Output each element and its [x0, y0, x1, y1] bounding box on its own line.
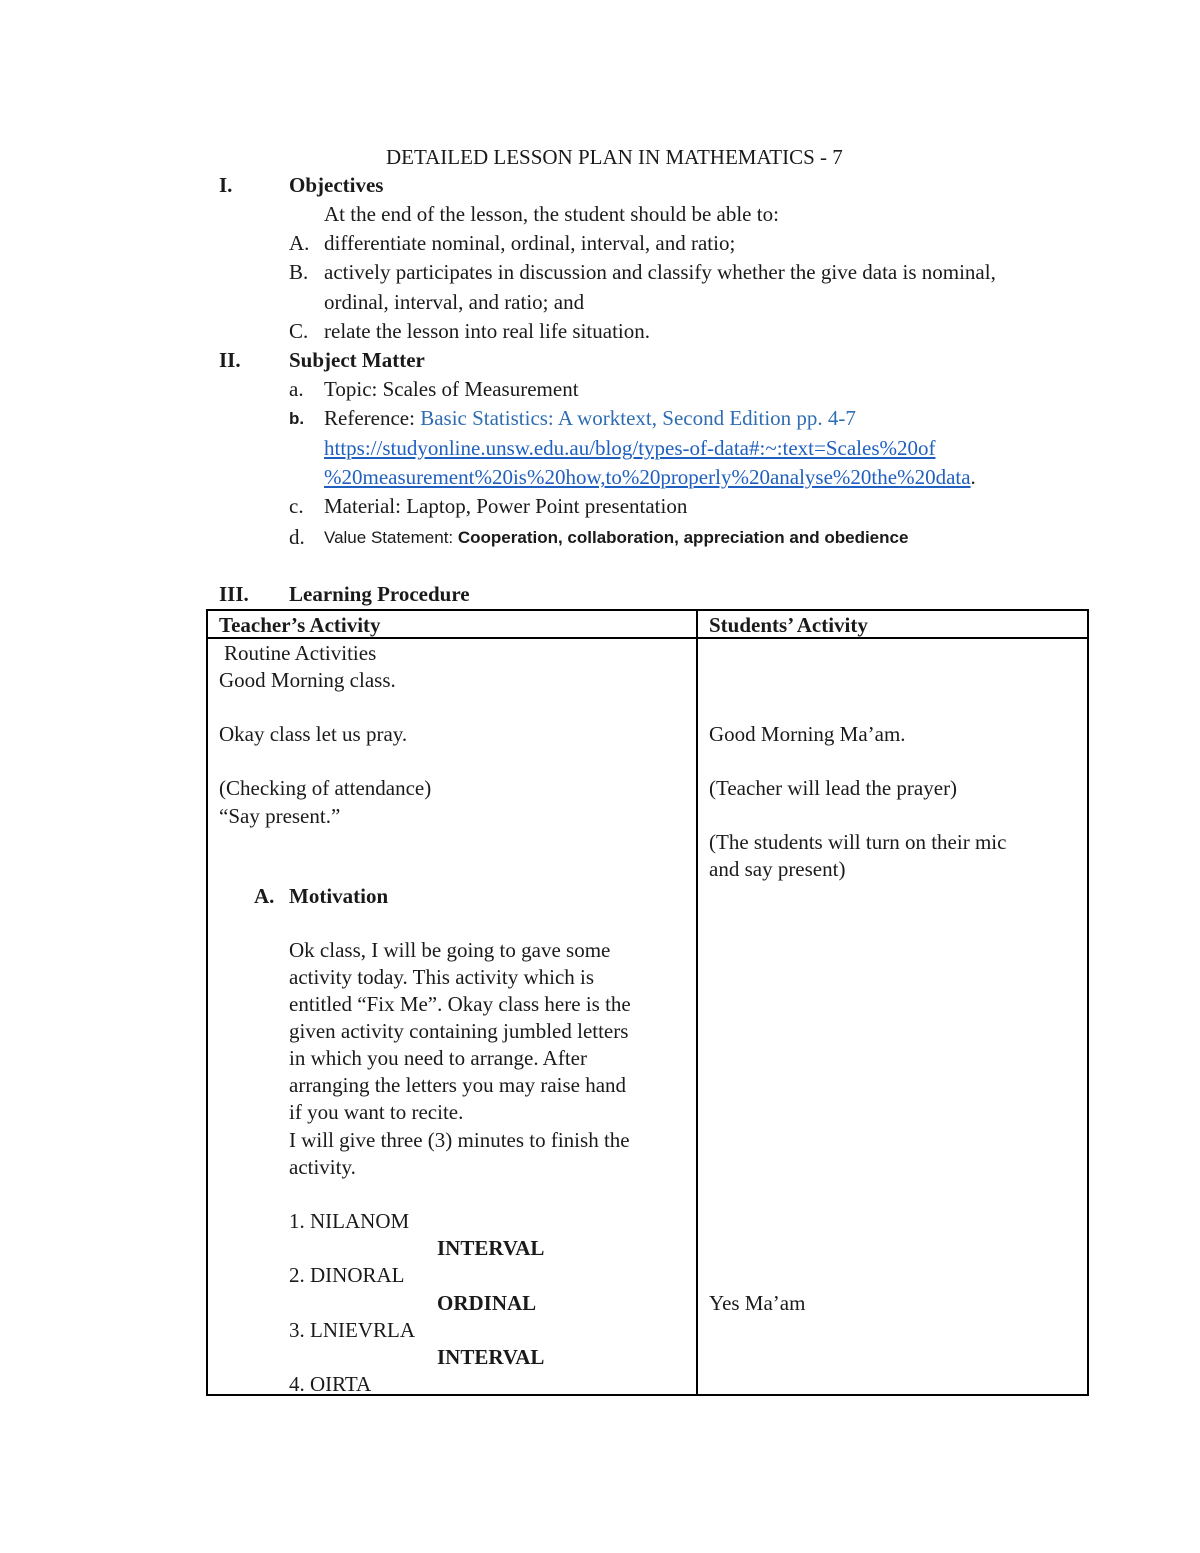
reference-link-line2[interactable] — [324, 467, 976, 488]
objective-text: relate the lesson into real life situation. — [324, 319, 650, 343]
subject-heading: Subject Matter — [289, 348, 425, 372]
objective-marker: C. — [289, 319, 309, 343]
material-text: Material: Laptop, Power Point presentation — [324, 494, 688, 518]
jumbled-word: 4. OIRTA — [289, 1372, 372, 1396]
jumbled-word: 2. DINORAL — [289, 1263, 405, 1287]
reference-link-period: . — [970, 465, 976, 489]
value-text: Cooperation, collaboration, appreciation and obedience — [457, 528, 909, 547]
page-title: DETAILED LESSON PLAN IN MATHEMATICS - 7 — [386, 145, 843, 169]
motivation-line: arranging the letters you may raise hand — [289, 1073, 627, 1097]
objective-text: differentiate nominal, ordinal, interval, and ratio; — [324, 231, 736, 255]
procedure-numeral: III. — [219, 582, 249, 606]
teacher-say-present: “Say present.” — [219, 804, 341, 828]
motivation-line: given activity containing jumbled letters — [289, 1019, 629, 1043]
reference-label: Reference: — [324, 406, 421, 430]
motivation-line: if you want to recite. — [289, 1100, 464, 1124]
jumbled-word: 1. NILANOM — [289, 1209, 410, 1233]
teacher-greeting: Good Morning class. — [219, 668, 396, 692]
col-header-teacher: Teacher’s Activity — [219, 613, 381, 637]
motivation-heading: Motivation — [289, 884, 389, 908]
teacher-routine: Routine Activities — [224, 641, 377, 665]
motivation-line: activity. — [289, 1155, 356, 1179]
objective-text: ordinal, interval, and ratio; and — [324, 290, 585, 314]
motivation-line: entitled “Fix Me”. Okay class here is the — [289, 992, 631, 1016]
motivation-line: I will give three (3) minutes to finish the — [289, 1128, 630, 1152]
procedure-heading: Learning Procedure — [289, 582, 470, 606]
teacher-attendance: (Checking of attendance) — [219, 776, 432, 800]
motivation-marker: A. — [254, 884, 275, 908]
jumbled-answer: INTERVAL — [437, 1345, 545, 1369]
students-present: and say present) — [709, 857, 846, 881]
reference-book: Basic Statistics: A worktext, Second Edition pp. 4-7 — [420, 406, 856, 430]
subject-marker: b. — [289, 409, 305, 428]
jumbled-answer: INTERVAL — [437, 1236, 545, 1260]
students-yes: Yes Ma’am — [709, 1291, 806, 1315]
value-statement — [324, 529, 908, 546]
objective-marker: A. — [289, 231, 310, 255]
table-column-divider — [696, 609, 698, 1396]
students-prayer: (Teacher will lead the prayer) — [709, 776, 958, 800]
objective-text: actively participates in discussion and classify whether the give data is nominal, — [324, 260, 996, 284]
subject-marker: c. — [289, 494, 304, 518]
motivation-line: activity today. This activity which is — [289, 965, 595, 989]
motivation-line: in which you need to arrange. After — [289, 1046, 587, 1070]
topic-text: Topic: Scales of Measurement — [324, 377, 579, 401]
objective-marker: B. — [289, 260, 309, 284]
objectives-intro: At the end of the lesson, the student should be able to: — [324, 202, 779, 226]
objectives-heading: Objectives — [289, 173, 384, 197]
value-label: Value Statement: — [324, 528, 458, 547]
jumbled-word: 3. LNIEVRLA — [289, 1318, 415, 1342]
reference-link-cont[interactable]: %20measurement%20is%20how,to%20properly%20analyse%20the%20data — [324, 465, 971, 489]
subject-numeral: II. — [219, 348, 241, 372]
col-header-students: Students’ Activity — [709, 613, 868, 637]
jumbled-answer: ORDINAL — [437, 1291, 537, 1315]
motivation-line: Ok class, I will be going to gave some — [289, 938, 611, 962]
table-header-divider — [206, 637, 1089, 639]
reference-link[interactable]: https://studyonline.unsw.edu.au/blog/types-of-data#:~:text=Scales%20of — [324, 436, 936, 460]
teacher-pray: Okay class let us pray. — [219, 722, 408, 746]
subject-marker: d. — [289, 525, 305, 549]
subject-marker: a. — [289, 377, 304, 401]
students-present: (The students will turn on their mic — [709, 830, 1007, 854]
objectives-numeral: I. — [219, 173, 233, 197]
reference-line — [324, 408, 856, 429]
students-greeting: Good Morning Ma’am. — [709, 722, 906, 746]
